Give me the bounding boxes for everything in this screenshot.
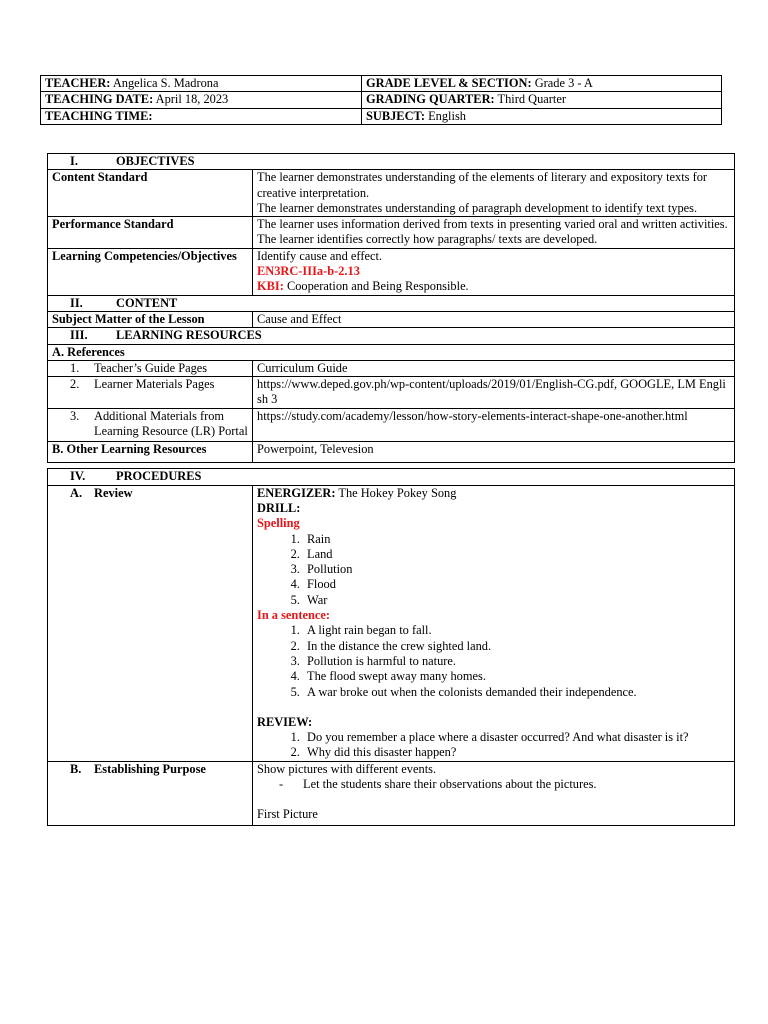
content-heading: II. CONTENT xyxy=(48,295,735,311)
lm-label: 2. Learner Materials Pages xyxy=(48,377,253,409)
teacher-name: Angelica S. Madrona xyxy=(112,76,219,90)
purpose-content: Show pictures with different events. - Let the students share their observations about the pictures. First Picture xyxy=(253,761,735,825)
subject-matter-label: Subject Matter of the Lesson xyxy=(48,311,253,327)
list-item: 5. War xyxy=(303,593,730,608)
tg-label: 1. Teacher’s Guide Pages xyxy=(48,360,253,376)
teacher-cell: TEACHER: Angelica S. Madrona xyxy=(41,76,362,92)
objectives-heading: I. OBJECTIVES xyxy=(48,154,735,170)
list-item: 3. Pollution xyxy=(303,562,730,577)
purpose-label: B. Establishing Purpose xyxy=(48,761,253,825)
performance-standard-label: Performance Standard xyxy=(48,217,253,249)
sentence-list xyxy=(257,623,730,699)
list-item: 2. Land xyxy=(303,547,730,562)
list-item: 4. Flood xyxy=(303,577,730,592)
review-content: ENERGIZER: The Hokey Pokey Song DRILL: Spelling 1. Rain 2. Land 3. Pollution 4. Flood 5. War In a sentence: 1. A light rain began to fall. 2. In the distance the crew sighted land. 3. Pollution is harmful to nature. 4. The flood swept away many homes. 5. A war broke out when the colonists demanded their independence. REVIEW: 1. Do you remember a place where a disaster occurred? And what disaster is it? 2. Why did this disaster happen? xyxy=(253,485,735,761)
spelling-list xyxy=(257,532,730,608)
procedures-heading: IV. PROCEDURES xyxy=(48,469,735,485)
review-label: A. Review xyxy=(48,485,253,761)
list-item: 1. A light rain began to fall. xyxy=(303,623,730,638)
date-value: April 18, 2023 xyxy=(155,92,229,107)
subject-cell: SUBJECT: English xyxy=(362,108,722,124)
lm-value: https://www.deped.gov.ph/wp-content/uploads/2019/01/English-CG.pdf, GOOGLE, LM English 3 xyxy=(253,377,735,409)
time-cell: TEACHING TIME: xyxy=(41,108,362,124)
competency-code: EN3RC-IIIa-b-2.13 xyxy=(257,264,360,279)
competencies-label: Learning Competencies/Objectives xyxy=(48,248,253,295)
grade-value: Grade 3 - A xyxy=(534,76,593,90)
list-item: 4. The flood swept away many homes. xyxy=(303,669,730,684)
list-item: 2. Why did this disaster happen? xyxy=(303,745,730,760)
grade-cell: GRADE LEVEL & SECTION: Grade 3 - A xyxy=(362,76,722,92)
other-resources-value: Powerpoint, Televesion xyxy=(253,442,735,463)
performance-standard-value: The learner uses information derived from texts in presenting varied oral and written activities. The learner identifies correctly how paragraphs/ texts are developed. xyxy=(253,217,735,249)
date-cell: TEACHING DATE: April 18, 2023 xyxy=(41,92,362,108)
list-item: 5. A war broke out when the colonists demanded their independence. xyxy=(303,685,730,700)
am-label: 3. Additional Materials from Learning Resource (LR) Portal xyxy=(48,408,253,442)
subject-matter-value: Cause and Effect xyxy=(253,311,735,327)
references-label: A. References xyxy=(48,344,735,360)
competencies-value: Identify cause and effect. EN3RC-IIIa-b-2.13 KBI: Cooperation and Being Responsible. xyxy=(253,248,735,295)
content-standard-value: The learner demonstrates understanding of the elements of literary and expository texts for creative interpretation. The learner demonstrates understanding of paragraph development to identify text types. xyxy=(253,170,735,217)
list-item: 3. Pollution is harmful to nature. xyxy=(303,654,730,669)
list-item: 2. In the distance the crew sighted land. xyxy=(303,639,730,654)
review-question-list xyxy=(257,730,730,761)
subject-value: English xyxy=(428,108,466,123)
quarter-cell: GRADING QUARTER: Third Quarter xyxy=(362,92,722,108)
other-resources-label: B. Other Learning Resources xyxy=(48,442,253,463)
lesson-plan-table xyxy=(47,153,735,826)
am-value: https://study.com/academy/lesson/how-story-elements-interact-shape-one-another.html xyxy=(253,408,735,442)
content-standard-label: Content Standard xyxy=(48,170,253,217)
list-item: 1. Rain xyxy=(303,532,730,547)
header-table xyxy=(40,75,722,125)
quarter-value: Third Quarter xyxy=(497,92,566,107)
tg-value: Curriculum Guide xyxy=(253,360,735,376)
list-item: 1. Do you remember a place where a disaster occurred? And what disaster is it? xyxy=(303,730,730,745)
resources-heading: III. LEARNING RESOURCES xyxy=(48,328,735,344)
